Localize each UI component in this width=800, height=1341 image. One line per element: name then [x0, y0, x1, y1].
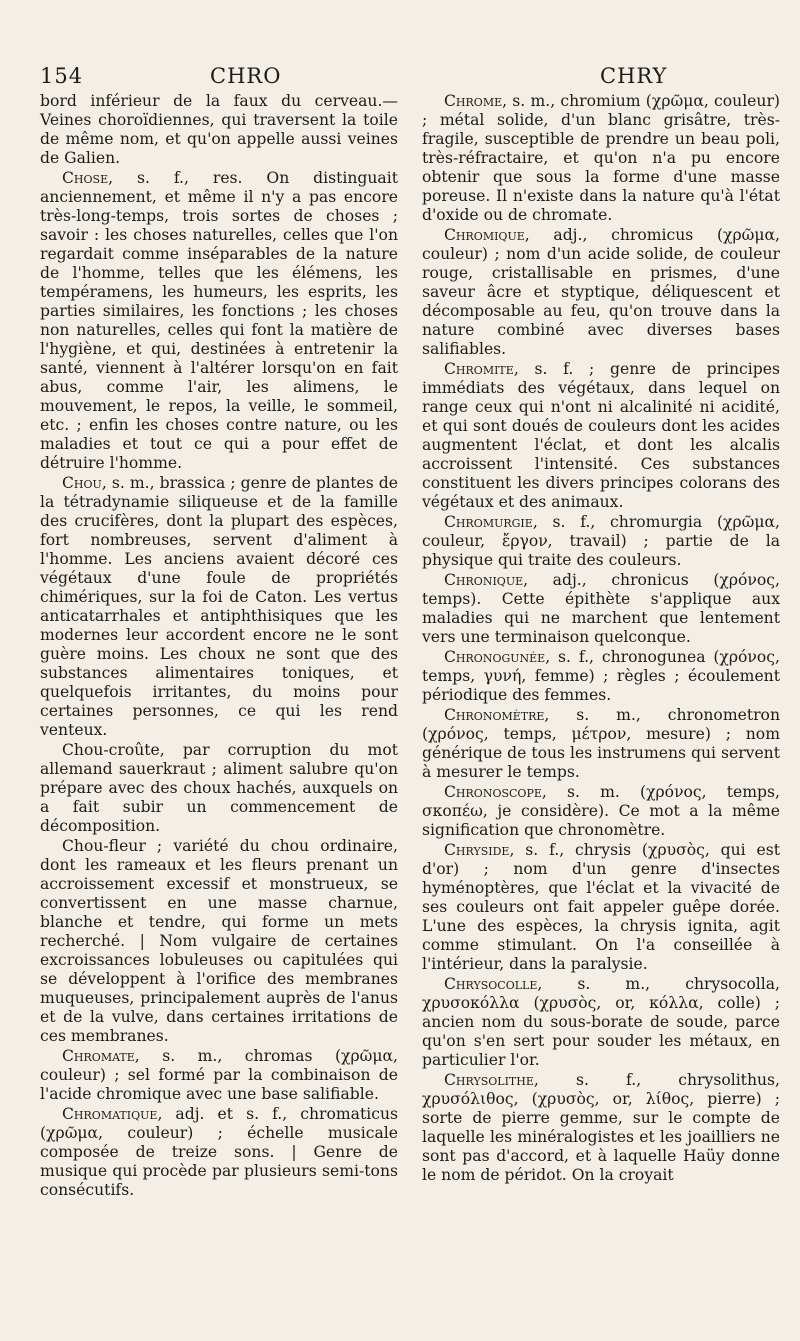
right-column	[422, 92, 780, 1185]
dictionary-entry	[422, 648, 780, 705]
entry-headword: Chromique	[444, 226, 525, 244]
entry-text: , s. f., chrysolithus, χρυσόλιθος, (χρυσὸς, or, λίθος, pierre) ; sorte de pierre gemme, sur le compte de laquelle les minéralogistes et les joailliers ne sont pas d'accord, et à laquelle Haüy donne le nom de péridot. On la croyait	[422, 1071, 780, 1184]
entry-text: , s. f., chronogunea (χρόνος, temps, γυνή, femme) ; règles ; écoulement périodique des femmes.	[422, 648, 780, 704]
entry-headword: Chose	[62, 169, 109, 187]
entry-headword: Chronogunée	[444, 648, 546, 666]
entry-text: , s. f., chrysis (χρυσὸς, qui est d'or) ; nom d'un genre d'insectes hyménoptères, que l'éclat et la vivacité de ses couleurs ont fait appeler guêpe dorée. L'une des espèces, la chrysis ignita, agit comme stimulant. On l'a conseillée à l'intérieur, dans la paralysie.	[422, 841, 780, 973]
entry-text: , s. m., chromium (χρῶμα, couleur) ; métal solide, d'un blanc grisâtre, très-fragile, susceptible de prendre un beau poli, très-réfractaire, et qu'on n'a pu encore obtenir que sous la forme d'une masse poreuse. Il n'existe dans la nature qu'à l'état d'oxide ou de chromate.	[422, 92, 780, 224]
dictionary-entry	[40, 1047, 398, 1104]
entry-headword: Chromatique	[62, 1105, 158, 1123]
dictionary-entry	[422, 841, 780, 974]
entry-text: , adj., chromicus (χρῶμα, couleur) ; nom d'un acide solide, de couleur rouge, cristallisable en prismes, d'une saveur âcre et styptique, déliquescent et décomposable au feu, qu'on trouve dans la nature combiné avec diverses bases salifiables.	[422, 226, 780, 358]
dictionary-entry	[422, 975, 780, 1070]
running-head-right: CHRY	[600, 64, 668, 88]
entry-text: , s. m., chromas (χρῶμα, couleur) ; sel formé par la combinaison de l'acide chromique avec une base salifiable.	[40, 1047, 398, 1103]
entry-text: , adj. et s. f., chromaticus (χρῶμα, couleur) ; échelle musicale composée de treize sons. | Genre de musique qui procède par plusieurs semi-tons consécutifs.	[40, 1105, 398, 1199]
entry-headword: Chrysocolle	[444, 975, 538, 993]
entry-headword: Chromite	[444, 360, 514, 378]
sub-entry	[40, 837, 398, 1046]
entry-headword: Chryside	[444, 841, 510, 859]
running-head-left: CHRO	[210, 64, 282, 88]
entry-text: , s. m., chrysocolla, χρυσοκόλλα (χρυσὸς, or, κόλλα, colle) ; ancien nom du sous-borate de soude, parce qu'on s'en sert pour souder les métaux, en particulier l'or.	[422, 975, 780, 1069]
entry-headword: Chromate	[62, 1047, 135, 1065]
dictionary-entry	[422, 706, 780, 782]
entry-headword: Chronique	[444, 571, 524, 589]
entry-text: , s. f. ; genre de principes immédiats des végétaux, dans lequel on range ceux qui n'ont ni alcalinité ni acidité, et qui sont doués de couleurs dont les acides augmentent l'éclat, et dont les alcalis accroissent l'intensité. Ces substances constituent les divers principes colorans des végétaux et des animaux.	[422, 360, 780, 511]
dictionary-entry	[40, 1105, 398, 1200]
entry-headword: Chromurgie	[444, 513, 533, 531]
dictionary-entry	[40, 474, 398, 740]
entry-headword: Chrome	[444, 92, 503, 110]
entry-text: , adj., chronicus (χρόνος, temps). Cette épithète s'applique aux maladies qui ne marchent que lentement vers une terminaison quelconque.	[422, 571, 780, 646]
dictionary-entry	[422, 1071, 780, 1185]
dictionary-entry	[422, 783, 780, 840]
entry-text: bord inférieur de la faux du cerveau.— Veines choroïdiennes, qui traversent la toile de même nom, et qu'on appelle aussi veines de Galien.	[40, 92, 398, 167]
dictionary-entry	[422, 226, 780, 359]
page-number: 154	[40, 64, 84, 88]
continued-text	[40, 92, 398, 168]
entry-text: , s. f., res. On distinguait anciennement, et même il n'y a pas encore très-long-temps, trois sortes de choses ; savoir : les choses naturelles, celles que l'on regardait comme inséparables de la nature de l'homme, telles que les élémens, les tempéramens, les humeurs, les esprits, les parties similaires, les fonctions ; les choses non naturelles, celles qui font la matière de l'hygiène, et qui, destinées à entretenir la santé, viennent à l'altérer lorsqu'on en fait abus, comme l'air, les alimens, le mouvement, le repos, la veille, le sommeil, etc. ; enfin les choses contre nature, ou les maladies et tout ce qui a pour effet de détruire l'homme.	[40, 169, 398, 472]
entry-headword: Chou	[62, 474, 102, 492]
entry-headword: Chronoscope	[444, 783, 542, 801]
dictionary-entry	[422, 360, 780, 512]
sub-entry	[40, 741, 398, 836]
dictionary-entry	[422, 513, 780, 570]
entry-text: Chou-fleur ; variété du chou ordinaire, dont les rameaux et les fleurs prenant un accroissement excessif et monstrueux, se convertissent en une masse charnue, blanche et tendre, qui forme un mets recherché. | Nom vulgaire de certaines excroissances lobuleuses ou capitulées qui se développent à l'orifice des membranes muqueuses, principalement auprès de l'anus et de la vulve, dans certaines irritations de ces membranes.	[40, 837, 398, 1045]
entry-text: , s. m. (χρόνος, temps, σκοπέω, je considère). Ce mot a la même signification que chronomètre.	[422, 783, 780, 839]
entry-headword: Chrysolithe	[444, 1071, 534, 1089]
page-header	[40, 64, 770, 94]
entry-text: , s. m., brassica ; genre de plantes de la tétradynamie siliqueuse et de la famille des crucifères, dont la plupart des espèces, fort nombreuses, servent d'aliment à l'homme. Les anciens avaient décoré ces végétaux d'une foule de propriétés chimériques, sur la foi de Caton. Les vertus anticatarrhales et antiphthisiques que les modernes leur accordent encore ne le sont guère moins. Les choux ne sont que des substances alimentaires toniques, et quelquefois irritantes, du moins pour certaines personnes, ce qui les rend venteux.	[40, 474, 398, 739]
dictionary-entry	[422, 571, 780, 647]
entry-headword: Chronomètre	[444, 706, 545, 724]
entry-text: , s. f., chromurgia (χρῶμα, couleur, ἔργον, travail) ; partie de la physique qui traite des couleurs.	[422, 513, 780, 569]
entry-text: Chou-croûte, par corruption du mot allemand sauerkraut ; aliment salubre qu'on prépare avec des choux hachés, auxquels on a fait subir un commencement de décomposition.	[40, 741, 398, 835]
left-column	[40, 92, 398, 1200]
dictionary-entry	[422, 92, 780, 225]
dictionary-entry	[40, 169, 398, 473]
entry-text: , s. m., chronometron (χρόνος, temps, μέτρον, mesure) ; nom générique de tous les instrumens qui servent à mesurer le temps.	[422, 706, 780, 781]
